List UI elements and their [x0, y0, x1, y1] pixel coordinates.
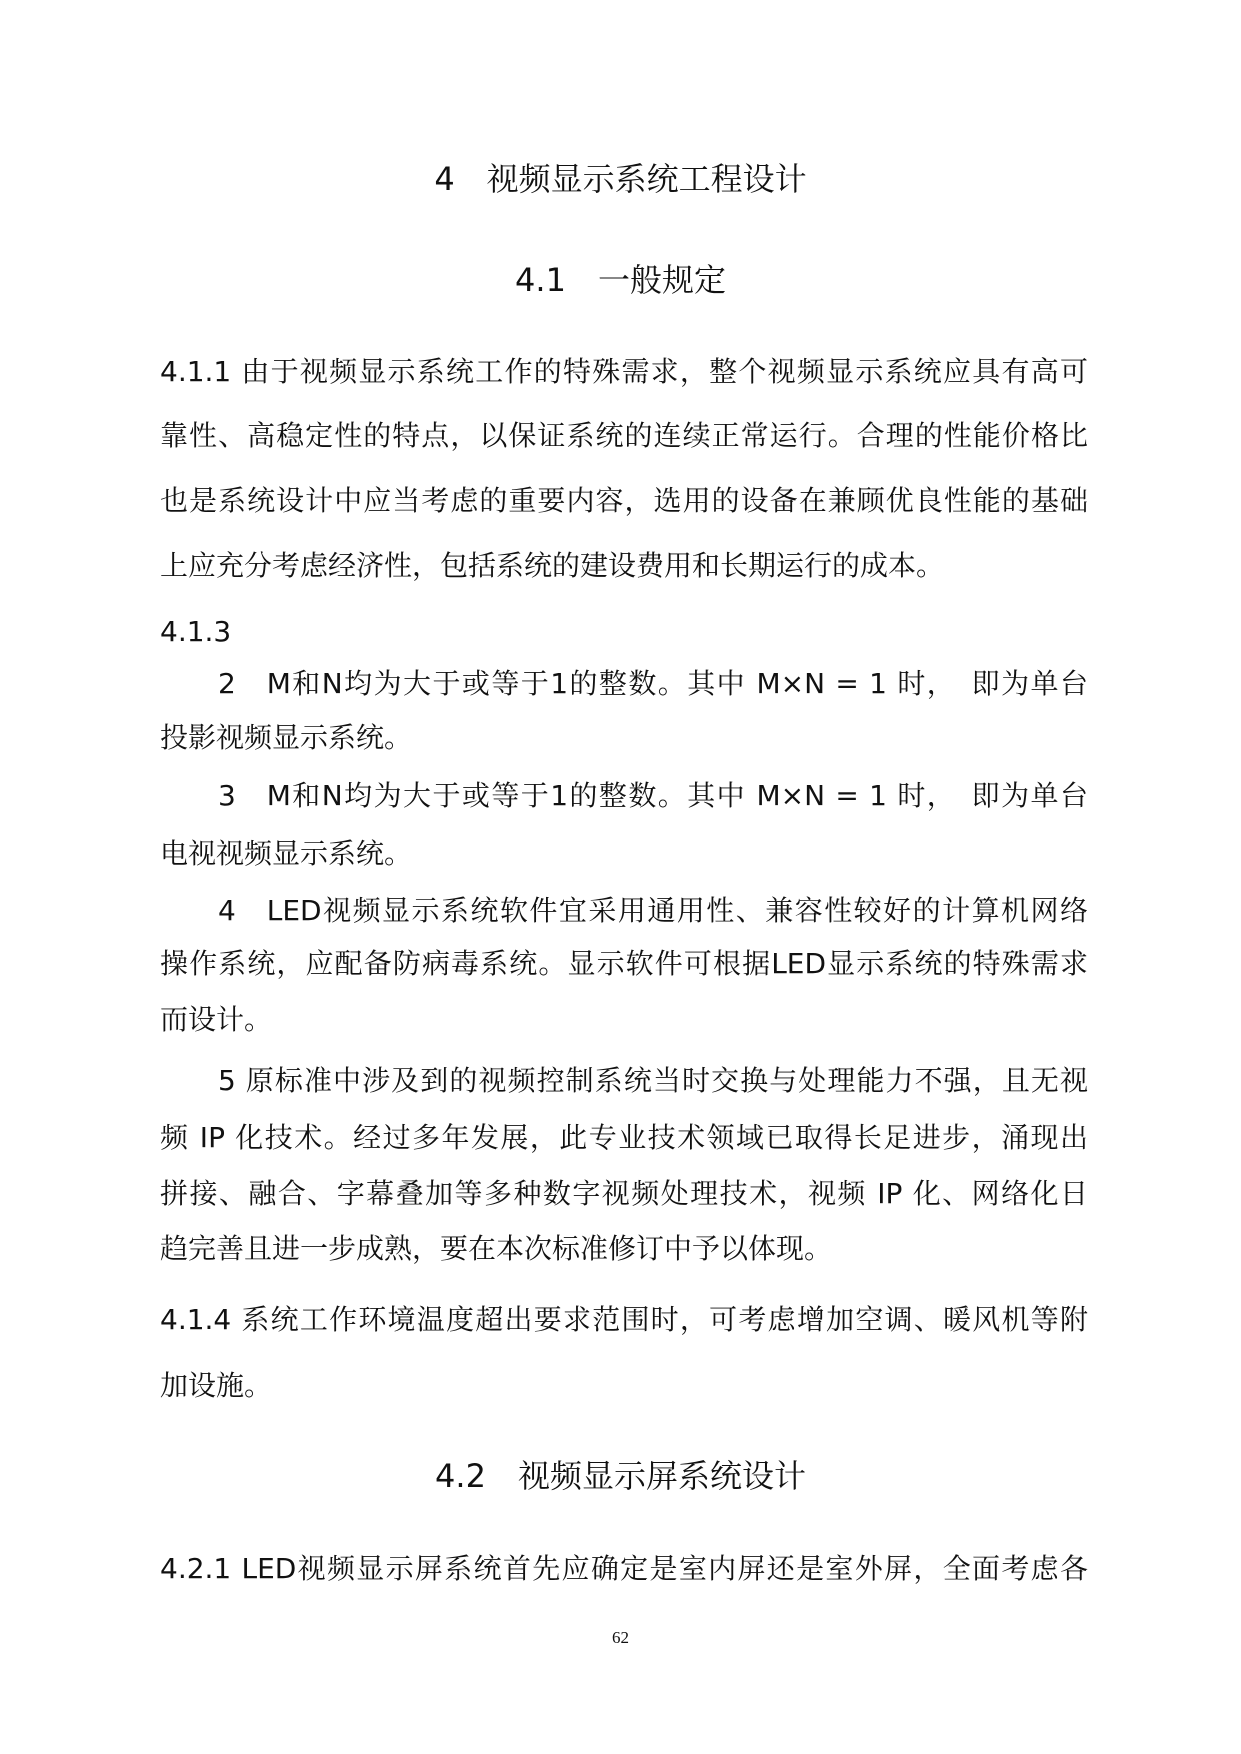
item-line: 3 M和N均为大于或等于1的整数。其中 M×N = 1 时， 即为单台: [218, 779, 1088, 812]
paragraph-line: 也是系统设计中应当考虑的重要内容，选用的设备在兼顾优良性能的基础: [160, 484, 1088, 517]
page-number: 62: [612, 1628, 629, 1647]
item-line: 频 IP 化技术。经过多年发展，此专业技术领域已取得长足进步，涌现出: [160, 1121, 1088, 1154]
paragraph-line: 靠性、高稳定性的特点，以保证系统的连续正常运行。合理的性能价格比: [160, 419, 1088, 452]
paragraph-line: 加设施。: [160, 1369, 273, 1402]
paragraph-line: 4.1.1 由于视频显示系统工作的特殊需求，整个视频显示系统应具有高可: [160, 355, 1088, 388]
item-line: 拼接、融合、字幕叠加等多种数字视频处理技术，视频 IP 化、网络化日: [160, 1177, 1088, 1210]
item-line: 电视视频显示系统。: [160, 837, 413, 870]
paragraph-line: 4.2.1 LED视频显示屏系统首先应确定是室内屏还是室外屏，全面考虑各: [160, 1552, 1088, 1585]
item-line: 而设计。: [160, 1003, 273, 1036]
item-line: 趋完善且进一步成熟，要在本次标准修订中予以体现。: [160, 1232, 833, 1265]
item-line: 5 原标准中涉及到的视频控制系统当时交换与处理能力不强，且无视: [218, 1064, 1088, 1097]
item-line: 4 LED视频显示系统软件宜采用通用性、兼容性较好的计算机网络: [218, 894, 1088, 927]
item-line: 投影视频显示系统。: [160, 721, 413, 754]
clause-label: 4.1.3: [160, 615, 232, 648]
item-line: 操作系统，应配备防病毒系统。显示软件可根据LED显示系统的特殊需求: [160, 947, 1088, 980]
paragraph-line: 4.1.4 系统工作环境温度超出要求范围时，可考虑增加空调、暖风机等附: [160, 1303, 1088, 1336]
chapter-title: 4 视频显示系统工程设计: [434, 160, 807, 198]
item-line: 2 M和N均为大于或等于1的整数。其中 M×N = 1 时， 即为单台: [218, 667, 1088, 700]
paragraph-line: 上应充分考虑经济性，包括系统的建设费用和长期运行的成本。: [160, 549, 945, 582]
section-heading-4-2: 4.2 视频显示屏系统设计: [435, 1457, 806, 1495]
section-heading-4-1: 4.1 一般规定: [515, 261, 726, 299]
